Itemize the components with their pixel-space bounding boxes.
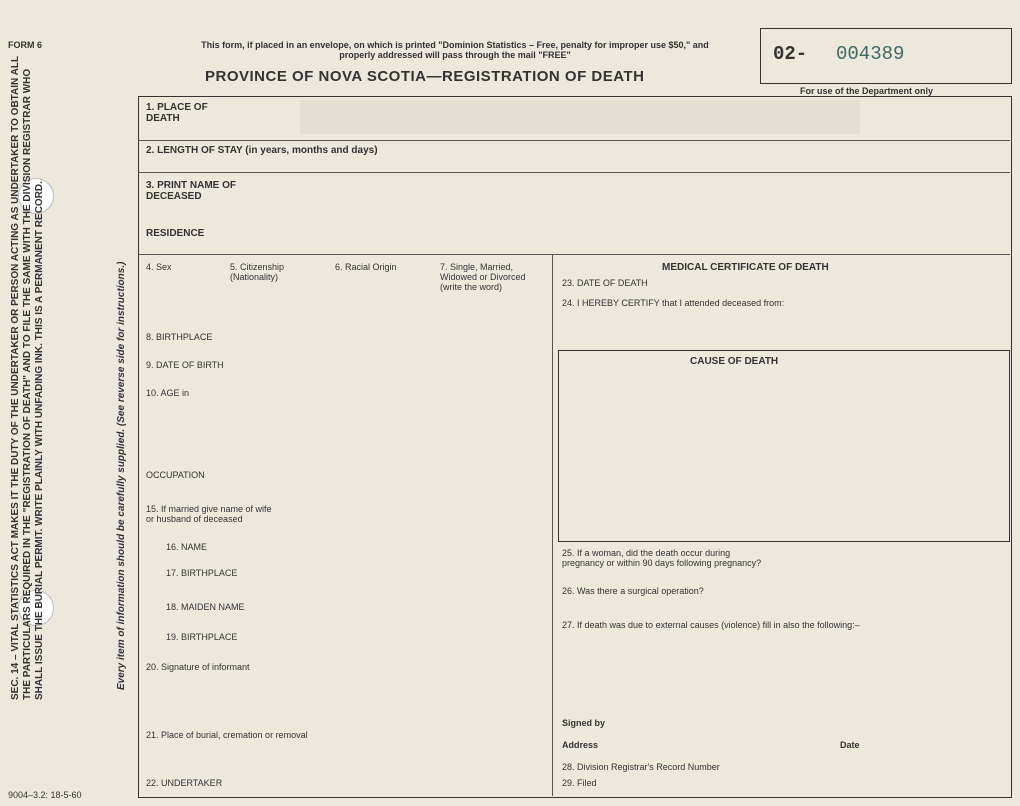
racial-origin-label: 6. Racial Origin <box>335 262 397 272</box>
citizenship-label: 5. Citizenship (Nationality) <box>230 262 285 282</box>
filed-label: 29. Filed <box>562 778 597 788</box>
signed-by-label: Signed by <box>562 718 606 728</box>
division-record-label: 28. Division Registrar's Record Number <box>562 762 720 772</box>
informant-label: 20. Signature of informant <box>146 662 250 672</box>
birthplace-label: 8. BIRTHPLACE <box>146 332 213 342</box>
registration-prefix: 02- <box>773 43 808 65</box>
father-birthplace-label: 17. BIRTHPLACE <box>166 568 238 578</box>
mailing-note: This form, if placed in an envelope, on which is printed "Dominion Statistics – Free, penalty for improper use $50," and properly addressed will pass through the mail "FREE" <box>201 40 709 60</box>
registration-number: 004389 <box>836 43 905 65</box>
residence-label: RESIDENCE <box>146 228 205 239</box>
date-of-birth-label: 9. DATE OF BIRTH <box>146 360 224 370</box>
form-number: FORM 6 <box>8 40 43 50</box>
form-code: 9004–3.2: 18-5-60 <box>8 790 82 800</box>
occupation-label: OCCUPATION <box>146 470 205 480</box>
handwritten-entries-placeholder <box>300 100 860 134</box>
date-label: Date <box>840 740 860 750</box>
father-name-label: 16. NAME <box>166 542 208 552</box>
deceased-name-label: 3. PRINT NAME OF DECEASED <box>146 180 237 202</box>
form-title: PROVINCE OF NOVA SCOTIA—REGISTRATION OF DEATH <box>205 68 645 85</box>
place-of-death-label: 1. PLACE OF DEATH <box>146 102 208 124</box>
age-label: 10. AGE in <box>146 388 190 398</box>
pregnancy-question: 25. If a woman, did the death occur during pregnancy or within 90 days following pregnancy? <box>562 548 762 568</box>
registration-number-box <box>760 28 1012 84</box>
undertaker-label: 22. UNDERTAKER <box>146 778 223 788</box>
attendance-certification-label: 24. I HEREBY CERTIFY that I attended deceased from: <box>562 298 785 308</box>
department-use-note: For use of the Department only <box>800 86 934 96</box>
mother-birthplace-label: 19. BIRTHPLACE <box>166 632 238 642</box>
sex-label: 4. Sex <box>146 262 172 272</box>
spouse-name-label: 15. If married give name of wife or husband of deceased <box>146 504 272 524</box>
surgery-question: 26. Was there a surgical operation? <box>562 586 704 596</box>
cause-of-death-box <box>558 350 1010 542</box>
marital-status-label: 7. Single, Married, Widowed or Divorced (write the word) <box>440 262 526 292</box>
statute-sidebar-text: SEC. 14 – VITAL STATISTICS ACT MAKES IT THE DUTY OF THE UNDERTAKER OR PERSON ACTING AS UNDERTAKER TO OBTAIN ALL THE PARTICULARS REQUIRED IN THE "REGISTRATION OF DEATH" AND TO FILE THE SAME WITH THE DIVISION REGISTRAR WHO SHALL ISSUE THE BURIAL PERMIT. WRITE PLAINLY WITH UNFADING INK. THIS IS A PERMANENT RECORD. <box>10 56 45 700</box>
mother-maiden-name-label: 18. MAIDEN NAME <box>166 602 245 612</box>
medical-certificate-heading: MEDICAL CERTIFICATE OF DEATH <box>662 262 829 273</box>
instructions-sidebar-note: Every item of information should be carefully supplied. (See reverse side for instructions.) <box>116 261 127 690</box>
cause-of-death-heading: CAUSE OF DEATH <box>690 356 779 367</box>
address-label: Address <box>562 740 599 750</box>
length-of-stay-label: 2. LENGTH OF STAY (in years, months and days) <box>146 145 378 156</box>
date-of-death-label: 23. DATE OF DEATH <box>562 278 648 288</box>
burial-place-label: 21. Place of burial, cremation or removal <box>146 730 308 740</box>
external-causes-label: 27. If death was due to external causes (violence) fill in also the following:– <box>562 620 860 630</box>
